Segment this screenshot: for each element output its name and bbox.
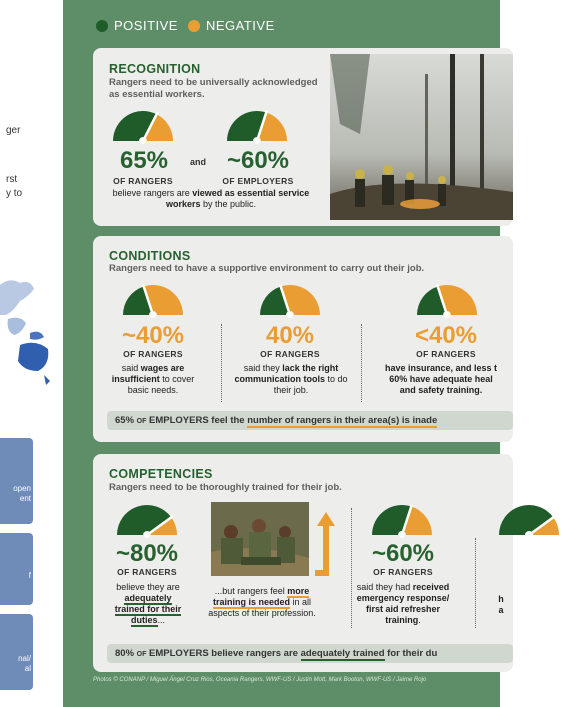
recognition-rangers-value: 65% [119, 147, 169, 174]
gauge-hub [287, 312, 293, 318]
legend-negative: NEGATIVE [205, 18, 275, 33]
conditions-panel [93, 236, 513, 442]
world-map-fragment [0, 275, 55, 395]
recognition-employers-gauge [225, 108, 289, 144]
competencies-divider-2 [475, 538, 476, 628]
conditions-ins-desc-4: and safety training. [399, 385, 483, 395]
gauge-hub [444, 312, 450, 318]
conditions-insurance-label: OF RANGERS [416, 349, 476, 359]
competencies-employers-banner [107, 644, 513, 663]
recognition-title: RECOGNITION [109, 62, 201, 76]
conditions-wages-desc-emphasis: wages are insufficient [111, 363, 185, 384]
comp-firstaid-desc-3: . [418, 615, 421, 625]
recognition-subtitle: Rangers need to be universally acknowledged as essential workers. [109, 77, 318, 100]
recognition-and: and [189, 157, 206, 167]
conditions-banner-pct: 65% [115, 415, 137, 426]
conditions-communication-description [233, 363, 349, 396]
left-text-fragment-3: y to [6, 188, 23, 199]
photo-credits: Photos © CONANP / Miguel Ángel Cruz Rios, Oceania Rangers, WWF-US / Justin Mott, Mark Booton, WWF-US / Jaime Rojo [93, 677, 427, 683]
left-info-box-3-text: nal/ al [18, 654, 31, 673]
gauge-hub [150, 312, 156, 318]
conditions-comm-desc-emphasis: lack the right communication tools [234, 363, 339, 384]
left-info-box-1 [0, 438, 33, 524]
competencies-trained-label: OF RANGERS [117, 567, 177, 577]
comp-banner-emphasis: adequately trained [300, 648, 385, 659]
conditions-banner-employers: of EMPLOYERS [136, 415, 209, 426]
recognition-employers-label: OF EMPLOYERS [222, 176, 294, 186]
conditions-wages-gauge [121, 282, 185, 318]
conditions-ins-desc-2: and less t [453, 363, 498, 373]
competencies-title: COMPETENCIES [109, 467, 213, 481]
competencies-firstaid-label: OF RANGERS [373, 567, 433, 577]
conditions-ins-desc-1: have insurance, [384, 363, 454, 373]
gauge-hub [140, 138, 146, 144]
competencies-firstaid-description [351, 582, 455, 626]
conditions-insurance-description [369, 363, 513, 396]
conditions-communication-gauge [258, 282, 322, 318]
recognition-rangers-label: OF RANGERS [113, 176, 173, 186]
conditions-wages-description [103, 363, 203, 396]
negative-swatch [188, 20, 200, 32]
recognition-desc-part-1: believe rangers are [112, 188, 193, 198]
conditions-insurance-gauge [415, 282, 479, 318]
comp-banner-text: believe rangers are [208, 648, 301, 659]
conditions-communication-value: 40% [265, 322, 315, 349]
recognition-desc-part-3: by the public. [200, 199, 257, 209]
left-text-fragment-2: rst [6, 174, 18, 185]
gauge-hub [144, 532, 150, 538]
left-info-box-1-text: open ent [13, 484, 31, 503]
conditions-wages-label: OF RANGERS [123, 349, 183, 359]
comp-trained-desc-emphasis: adequately trained for their duties [114, 593, 182, 625]
competencies-subtitle: Rangers need to be thoroughly trained for their job. [109, 482, 342, 493]
conditions-wages-desc-3: to cover basic needs. [127, 374, 195, 395]
competencies-trained-gauge [115, 502, 179, 538]
gauge-hub [399, 532, 405, 538]
conditions-banner-text: feel the [208, 415, 248, 426]
conditions-banner-emphasis: number of rangers in their area(s) is inade [247, 415, 438, 426]
recognition-description [111, 188, 311, 210]
left-text-fragment-1: ger [6, 125, 21, 136]
competencies-trained-description [109, 582, 187, 626]
ranger-wildfire-photo [330, 54, 513, 220]
recognition-panel [93, 48, 513, 226]
competencies-partial-gauge [497, 502, 561, 538]
left-info-box-3 [0, 614, 33, 690]
recognition-rangers-gauge [111, 108, 175, 144]
comp-caption-emphasis: more training is needed [212, 586, 310, 607]
conditions-insurance-value: <40% [414, 322, 478, 349]
comp-banner-employers: of EMPLOYERS [136, 648, 209, 659]
conditions-wages-value: ~40% [121, 322, 185, 349]
increase-arrow-icon [315, 512, 337, 576]
conditions-comm-desc-3: to do their job. [273, 374, 348, 395]
comp-trained-desc-3: ... [157, 615, 166, 625]
comp-trained-desc-1: believe they are [116, 582, 180, 592]
comp-caption-3: in all aspects of their profession. [208, 597, 316, 618]
gauge-hub [526, 532, 532, 538]
competencies-fragment-h: h [498, 594, 504, 604]
competencies-fragment-a: a [498, 605, 504, 615]
conditions-title: CONDITIONS [109, 249, 191, 263]
positive-swatch [96, 20, 108, 32]
left-info-box-2-text: f [28, 571, 31, 580]
ranger-training-photo [211, 502, 309, 576]
left-info-box-2 [0, 533, 33, 605]
conditions-divider-1 [221, 324, 222, 402]
conditions-subtitle: Rangers need to have a supportive environment to carry out their job. [109, 263, 425, 274]
left-page-strip [0, 0, 63, 707]
conditions-comm-desc-1: said they [243, 363, 283, 373]
conditions-wages-desc-1: said [121, 363, 141, 373]
comp-caption-1: ...but rangers feel [214, 586, 288, 596]
legend-positive: POSITIVE [114, 18, 178, 33]
comp-banner-pct: 80% [115, 648, 137, 659]
recognition-desc-emphasis: viewed as essential service workers [165, 188, 310, 209]
comp-firstaid-desc-emphasis: received emergency response/ first aid refresher training [356, 582, 450, 625]
infographic-main [63, 0, 504, 707]
competencies-firstaid-gauge [370, 502, 434, 538]
comp-firstaid-desc-1: said they had [356, 582, 413, 592]
conditions-communication-label: OF RANGERS [260, 349, 320, 359]
conditions-ins-desc-3: 60% have adequate heal [389, 374, 493, 384]
competencies-panel [93, 454, 513, 672]
recognition-employers-value: ~60% [226, 147, 290, 174]
conditions-employers-banner [107, 411, 513, 430]
comp-banner-tail: for their du [384, 648, 438, 659]
legend [96, 18, 275, 33]
competencies-firstaid-value: ~60% [371, 540, 435, 567]
conditions-divider-2 [361, 324, 362, 402]
competencies-more-training-caption [207, 586, 317, 619]
gauge-hub [254, 138, 260, 144]
competencies-trained-value: ~80% [115, 540, 179, 567]
